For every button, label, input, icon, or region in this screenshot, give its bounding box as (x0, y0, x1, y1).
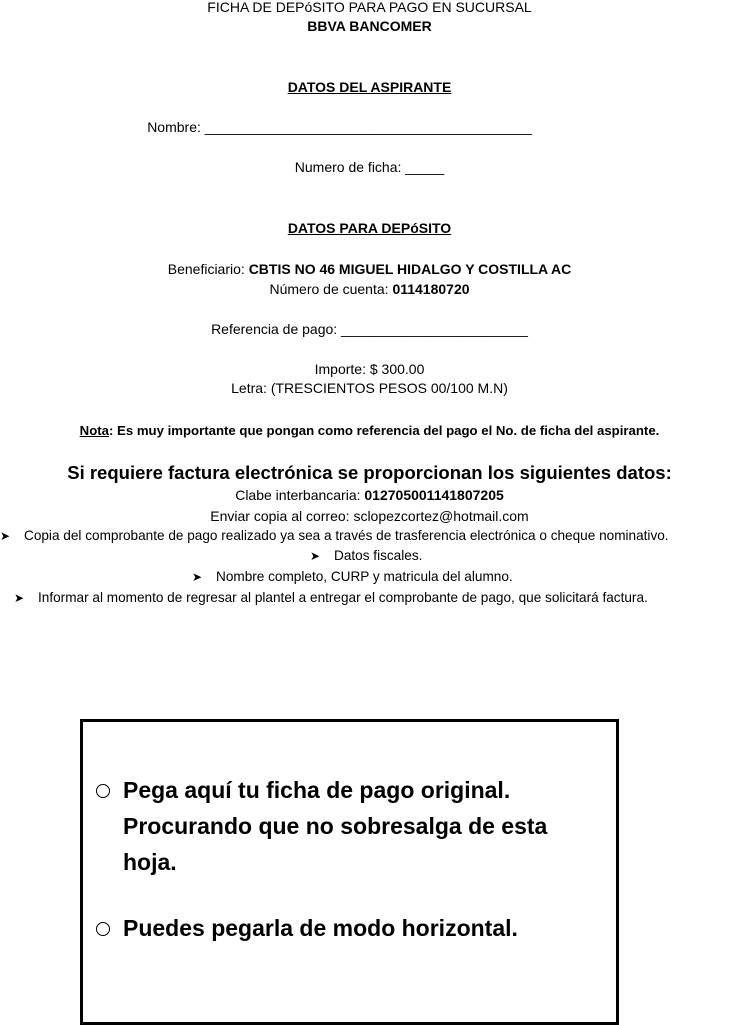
beneficiario-label: Beneficiario: (167, 261, 245, 277)
box-instruction-2 (123, 910, 518, 946)
list-item (0, 527, 669, 545)
beneficiario-value: CBTIS NO 46 MIGUEL HIDALGO Y COSTILLA AC (248, 261, 572, 277)
hollow-circle-icon (96, 784, 110, 798)
referencia-blank: ________________________ (341, 321, 528, 337)
referencia-row (0, 320, 739, 338)
list-item (192, 568, 513, 586)
beneficiario-row (0, 260, 739, 278)
cuenta-label: Número de cuenta: (269, 281, 389, 297)
document-title: FICHA DE DEPóSITO PARA PAGO EN SUCURSAL (207, 0, 532, 15)
arrow-bullet-icon: ➤ (310, 549, 321, 563)
letra: Letra: (TRESCIENTOS PESOS 00/100 M.N) (231, 380, 508, 396)
arrow-bullet-icon: ➤ (192, 570, 203, 584)
arrow-bullet-icon: ➤ (0, 529, 11, 543)
ficha-row (0, 158, 739, 176)
factura-heading: Si requiere factura electrónica se proporcionan los siguientes datos: (67, 462, 672, 483)
nota-label: Nota (79, 423, 109, 438)
nota-text: : Es muy importante que pongan como referencia del pago el No. de ficha del aspirante. (108, 423, 660, 438)
deposito-heading: DATOS PARA DEPóSITO (287, 220, 452, 236)
box-instruction-1 (123, 772, 547, 880)
ficha-blank: _____ (405, 159, 445, 175)
referencia-label: Referencia de pago: (211, 321, 338, 337)
clabe-label: Clabe interbancaria: (235, 487, 361, 503)
bullet-text: Informar al momento de regresar al plantel a entregar el comprobante de pago, que solicitará factura. (38, 590, 648, 605)
bullet-text: Datos fiscales. (334, 548, 423, 563)
aspirante-heading: DATOS DEL ASPIRANTE (287, 79, 452, 95)
bank-name: BBVA BANCOMER (307, 18, 432, 34)
nombre-label: Nombre: (147, 119, 201, 135)
box-instruction-1-line-1: Pega aquí tu ficha de pago original. (123, 777, 511, 803)
list-item (310, 547, 422, 565)
paste-ticket-box (80, 719, 619, 1025)
box-instruction-1-line-3: hoja. (123, 849, 177, 875)
nota-row (0, 422, 739, 440)
importe: Importe: $ 300.00 (314, 361, 425, 377)
arrow-bullet-icon: ➤ (14, 591, 25, 605)
clabe-value: 012705001141807205 (364, 487, 504, 503)
ficha-label: Numero de ficha: (294, 159, 402, 175)
box-instruction-2-text: Puedes pegarla de modo horizontal. (123, 915, 518, 941)
nombre-blank: __________________________________________ (204, 119, 532, 135)
box-instruction-1-line-2: Procurando que no sobresalga de esta (123, 813, 548, 839)
bullet-text: Copia del comprobante de pago realizado ya sea a través de trasferencia electrónica o cheque nominativo. (24, 528, 669, 543)
bullet-text: Nombre completo, CURP y matricula del alumno. (216, 569, 513, 584)
cuenta-row (0, 280, 739, 298)
nombre-row (0, 118, 709, 136)
correo: Enviar copia al correo: sclopezcortez@hotmail.com (210, 508, 529, 524)
hollow-circle-icon (96, 922, 110, 936)
list-item (14, 589, 648, 607)
clabe-row (0, 486, 739, 504)
cuenta-value: 0114180720 (392, 281, 470, 297)
